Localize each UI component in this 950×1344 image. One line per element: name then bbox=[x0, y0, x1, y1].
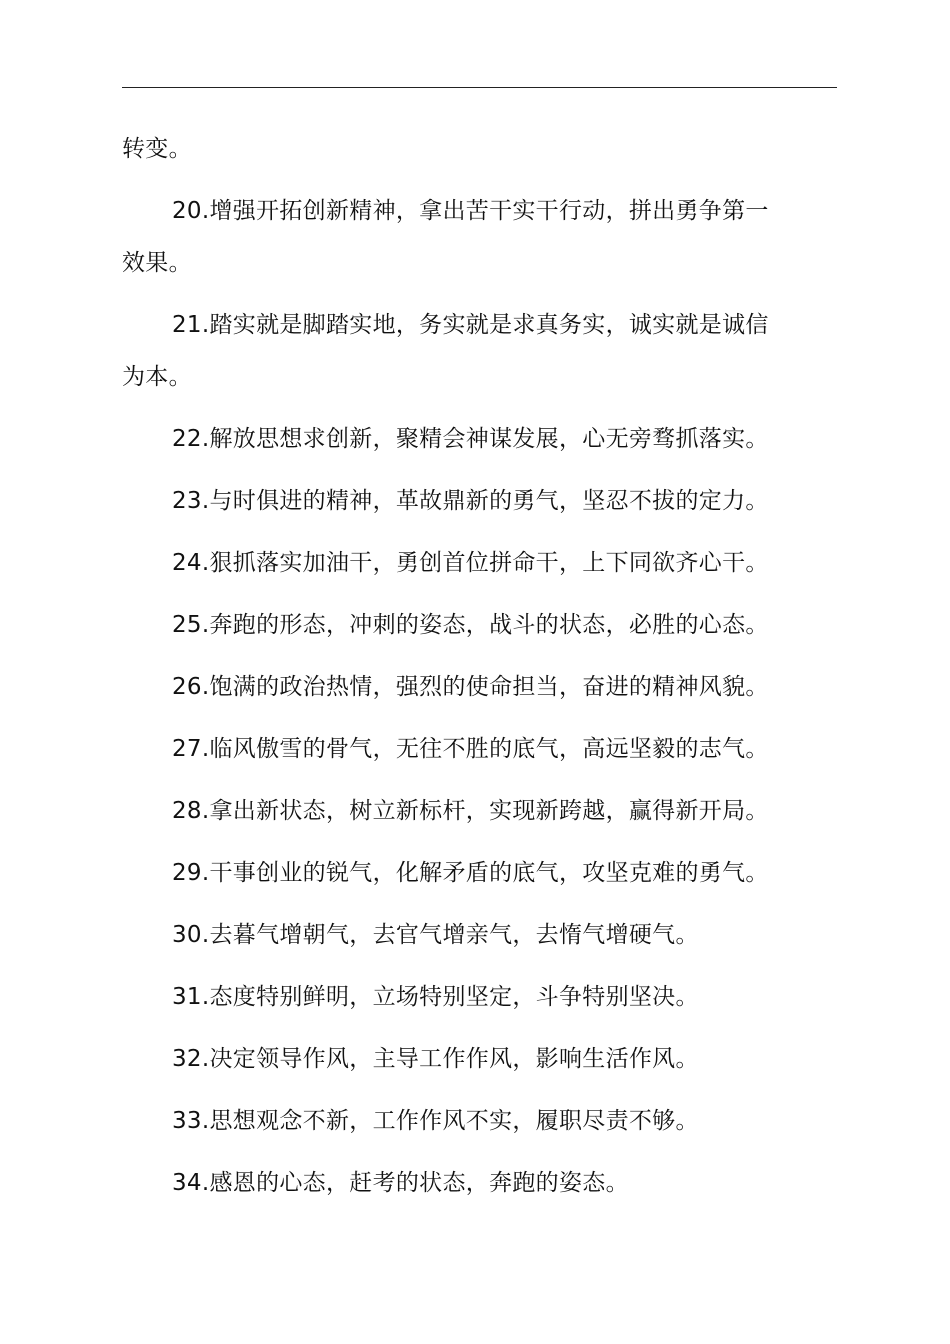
list-item-30: 30.去暮气增朝气，去官气增亲气，去惰气增硬气。 bbox=[172, 922, 699, 948]
list-item-20-continued: 效果。 bbox=[122, 250, 192, 276]
list-item-26: 26.饱满的政治热情，强烈的使命担当，奋进的精神风貌。 bbox=[172, 674, 769, 700]
list-item-34: 34.感恩的心态，赶考的状态，奔跑的姿态。 bbox=[172, 1170, 629, 1196]
list-item-33: 33.思想观念不新，工作作风不实，履职尽责不够。 bbox=[172, 1108, 699, 1134]
header-rule bbox=[122, 87, 837, 88]
continuation-text: 转变。 bbox=[122, 136, 192, 162]
list-item-21-continued: 为本。 bbox=[122, 364, 192, 390]
list-item-22: 22.解放思想求创新，聚精会神谋发展，心无旁骛抓落实。 bbox=[172, 426, 769, 452]
list-item-29: 29.干事创业的锐气，化解矛盾的底气，攻坚克难的勇气。 bbox=[172, 860, 769, 886]
list-item-23: 23.与时俱进的精神，革故鼎新的勇气，坚忍不拔的定力。 bbox=[172, 488, 769, 514]
list-item-28: 28.拿出新状态，树立新标杆，实现新跨越，赢得新开局。 bbox=[172, 798, 769, 824]
list-item-20: 20.增强开拓创新精神，拿出苦干实干行动，拼出勇争第一 bbox=[172, 198, 769, 224]
list-item-24: 24.狠抓落实加油干，勇创首位拼命干，上下同欲齐心干。 bbox=[172, 550, 769, 576]
document-body bbox=[122, 130, 842, 1198]
list-item-27: 27.临风傲雪的骨气，无往不胜的底气，高远坚毅的志气。 bbox=[172, 736, 769, 762]
list-item-32: 32.决定领导作风，主导工作作风，影响生活作风。 bbox=[172, 1046, 699, 1072]
list-item-21: 21.踏实就是脚踏实地，务实就是求真务实，诚实就是诚信 bbox=[172, 312, 769, 338]
list-item-25: 25.奔跑的形态，冲刺的姿态，战斗的状态，必胜的心态。 bbox=[172, 612, 769, 638]
list-item-31: 31.态度特别鲜明，立场特别坚定，斗争特别坚决。 bbox=[172, 984, 699, 1010]
